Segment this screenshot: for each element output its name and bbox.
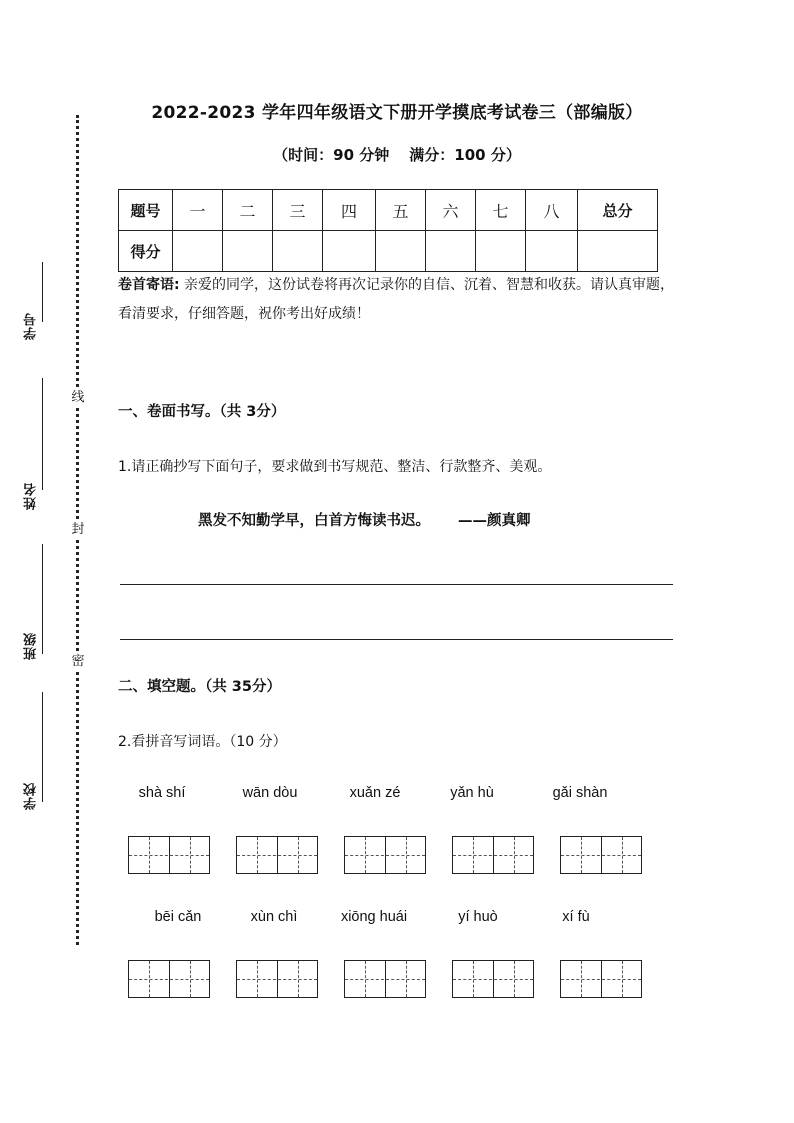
col-header-2: 二 [223, 190, 273, 231]
writing-line[interactable] [120, 639, 673, 640]
exam-subtitle [0, 144, 794, 165]
class-line [42, 544, 43, 654]
score-cell[interactable] [426, 231, 476, 272]
score-cell[interactable] [376, 231, 426, 272]
col-header-3: 三 [273, 190, 323, 231]
pinyin-label: yǎn hù [450, 785, 494, 801]
pinyin-label: shà shí [138, 785, 186, 801]
tianzige-answer-box[interactable] [344, 960, 426, 998]
name-label: 姓名 [24, 482, 39, 510]
class-label: 班级 [24, 632, 39, 660]
col-header-5: 五 [376, 190, 426, 231]
section-2-heading: 二、填空题。（共 35分） [118, 679, 281, 695]
tianzige-answer-box[interactable] [128, 960, 210, 998]
question-1-text: 1.请正确抄写下面句子，要求做到书写规范、整洁、行款整齐、美观。 [118, 459, 552, 475]
binding-char-seal: 封 [71, 522, 85, 537]
question-2-text: 2.看拼音写词语。（10 分） [118, 734, 287, 750]
score-cell-total[interactable] [578, 231, 658, 272]
exam-title: 2022-2023 学年四年级语文下册开学摸底考试卷三（部编版） [151, 103, 643, 123]
tianzige-answer-box[interactable] [236, 960, 318, 998]
copy-sentence-text: 黑发不知勤学早，白首方悔读书迟。 [198, 513, 430, 529]
pinyin-label: wān dòu [242, 785, 298, 801]
question-number-label: 题号 [119, 190, 173, 231]
writing-line[interactable] [120, 584, 673, 585]
copy-sentence [198, 509, 531, 530]
pinyin-label: xuǎn zé [349, 785, 401, 801]
col-header-total: 总分 [578, 190, 658, 231]
exam-intro [118, 271, 678, 329]
pinyin-label: xiōng huái [340, 909, 408, 925]
score-cell[interactable] [526, 231, 578, 272]
binding-char-line: 线 [71, 390, 85, 405]
exam-full-score: 满分：100 分） [409, 146, 521, 164]
pinyin-label: yí huò [458, 909, 498, 925]
tianzige-answer-box[interactable] [560, 836, 642, 874]
name-line [42, 378, 43, 490]
pinyin-label: xùn chì [250, 909, 298, 925]
score-table [118, 189, 658, 272]
section-1-heading: 一、卷面书写。（共 3分） [118, 404, 286, 420]
tianzige-answer-box[interactable] [128, 836, 210, 874]
col-header-8: 八 [526, 190, 578, 231]
intro-text: 亲爱的同学，这份试卷将再次记录你的自信、沉着、智慧和收获。请认真审题，看清要求，仔细答题，祝你考出好成绩！ [118, 277, 675, 322]
col-header-6: 六 [426, 190, 476, 231]
col-header-7: 七 [476, 190, 526, 231]
score-table-score-row [119, 231, 658, 272]
school-line [42, 692, 43, 802]
col-header-4: 四 [323, 190, 376, 231]
student-id-label: 学号 [24, 312, 39, 340]
tianzige-answer-box[interactable] [452, 960, 534, 998]
tianzige-answer-box[interactable] [236, 836, 318, 874]
student-id-line [42, 262, 43, 322]
score-table-header-row [119, 190, 658, 231]
score-cell[interactable] [273, 231, 323, 272]
exam-time: （时间：90 分钟 [273, 146, 390, 164]
tianzige-answer-box[interactable] [452, 836, 534, 874]
score-cell[interactable] [476, 231, 526, 272]
intro-lead: 卷首寄语: [118, 277, 180, 293]
score-label: 得分 [119, 231, 173, 272]
score-cell[interactable] [173, 231, 223, 272]
tianzige-answer-box[interactable] [560, 960, 642, 998]
tianzige-answer-box[interactable] [344, 836, 426, 874]
school-label: 学校 [24, 782, 39, 810]
pinyin-label: bēi cǎn [154, 909, 202, 925]
copy-sentence-author: ——颜真卿 [458, 513, 531, 529]
binding-char-secret: 密 [71, 654, 85, 669]
pinyin-label: gǎi shàn [552, 785, 608, 801]
score-cell[interactable] [323, 231, 376, 272]
col-header-1: 一 [173, 190, 223, 231]
score-cell[interactable] [223, 231, 273, 272]
pinyin-label: xí fù [562, 909, 590, 925]
